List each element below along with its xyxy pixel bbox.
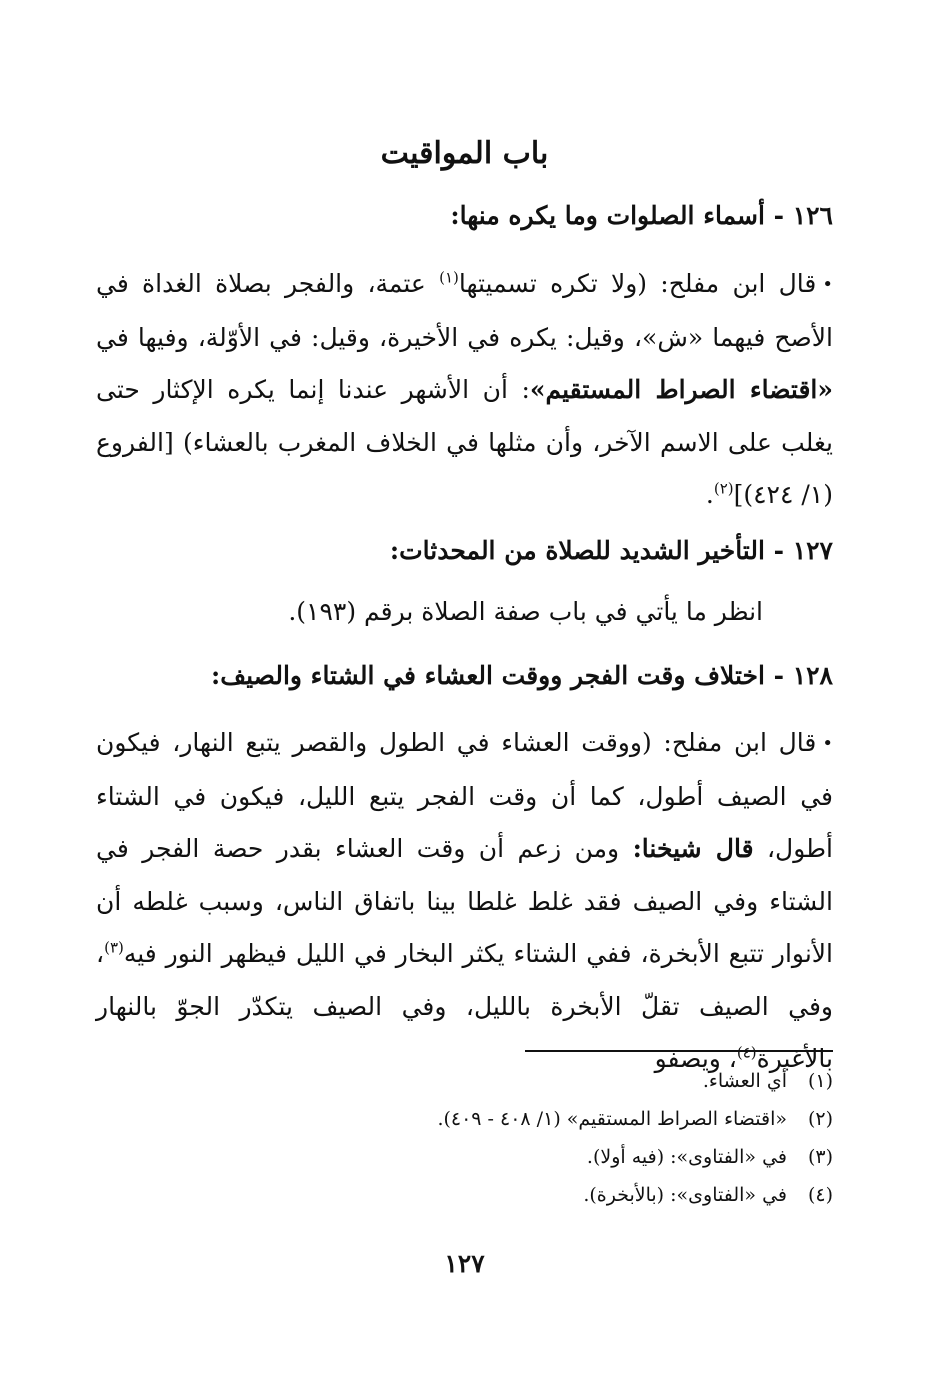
footnote-text: «اقتضاء الصراط المستقيم» (١/ ٤٠٨ - ٤٠٩). bbox=[437, 1108, 787, 1130]
section-heading-126: ١٢٦ - أسماء الصلوات وما يكره منها: bbox=[450, 201, 833, 230]
paragraph-text: . bbox=[705, 480, 714, 510]
section-paragraph-126 bbox=[96, 258, 833, 522]
paragraph-text: ، ويصفو bbox=[654, 1044, 737, 1074]
footnote-divider bbox=[525, 1050, 833, 1052]
footnote-item bbox=[96, 1138, 833, 1176]
footnote-number: (٣) bbox=[807, 1146, 833, 1168]
section-heading-128: ١٢٨ - اختلاف وقت الفجر ووقت العشاء في الشتاء والصيف: bbox=[211, 661, 833, 690]
book-title: «اقتضاء الصراط المستقيم» bbox=[529, 375, 833, 405]
section-paragraph-128 bbox=[96, 717, 833, 1086]
page-number: ١٢٧ bbox=[444, 1249, 485, 1278]
footnotes-list bbox=[96, 1062, 833, 1214]
footnote-item bbox=[96, 1176, 833, 1214]
footnote-text: في «الفتاوى»: (فيه أولا). bbox=[586, 1146, 787, 1168]
footnote-text: في «الفتاوى»: (بالأبخرة). bbox=[583, 1184, 787, 1206]
speaker-label: قال شيخنا: bbox=[632, 834, 754, 864]
footnote-item bbox=[96, 1100, 833, 1138]
paragraph-text: : أن الأشهر عندنا إنما يكره الإكثار حتى يغلب على الاسم الآخر، وأن مثلها في الخلاف المغرب بالعشاء) [الفروع (١/ ٤٢٤)] bbox=[96, 375, 833, 510]
footnote-number: (١) bbox=[807, 1070, 833, 1092]
chapter-title: باب المواقيت bbox=[380, 136, 549, 172]
footnote-marker: (٤) bbox=[736, 1043, 757, 1062]
section-heading-127: ١٢٧ - التأخير الشديد للصلاة من المحدثات: bbox=[389, 536, 833, 565]
cross-reference: انظر ما يأتي في باب صفة الصلاة برقم (١٩٣). bbox=[288, 597, 763, 626]
paragraph-text: عتمة، والفجر بصلاة الغداة في الأصح فيهما «ش»، وقيل: يكره في الأخيرة، وقيل: في الأوّلة، وفيها في bbox=[96, 269, 833, 352]
footnote-number: (٢) bbox=[807, 1108, 833, 1130]
bullet-icon: • bbox=[822, 733, 833, 755]
bullet-icon: • bbox=[822, 274, 833, 296]
paragraph-text: ، وفي الصيف تقلّ الأبخرة بالليل، وفي الصيف يتكدّر الجوّ بالنهار بالأغبرة bbox=[96, 939, 833, 1074]
book-page bbox=[96, 0, 833, 1391]
footnote-marker: (٢) bbox=[713, 479, 734, 498]
footnote-text: أي العشاء. bbox=[702, 1070, 787, 1092]
paragraph-text: قال ابن مفلح: (ولا تكره تسميتها bbox=[458, 269, 817, 298]
footnote-marker: (٣) bbox=[104, 938, 124, 957]
paragraph-text: قال ابن مفلح: (ووقت العشاء في الطول والقصر يتبع النهار، فيكون في الصيف أطول، كما أن وقت الفجر يتبع الليل، فيكون في الشتاء أطول، bbox=[96, 728, 833, 864]
footnote-item bbox=[96, 1062, 833, 1100]
paragraph-text: ومن زعم أن وقت العشاء بقدر حصة الفجر في الشتاء وفي الصيف فقد غلط غلطا بينا باتفاق الناس، وسبب غلطه أن الأنوار تتبع الأبخرة، ففي الشتاء يكثر البخار في الليل فيظهر النور فيه bbox=[96, 834, 833, 969]
footnote-marker: (١) bbox=[439, 268, 459, 287]
footnote-number: (٤) bbox=[807, 1184, 833, 1206]
